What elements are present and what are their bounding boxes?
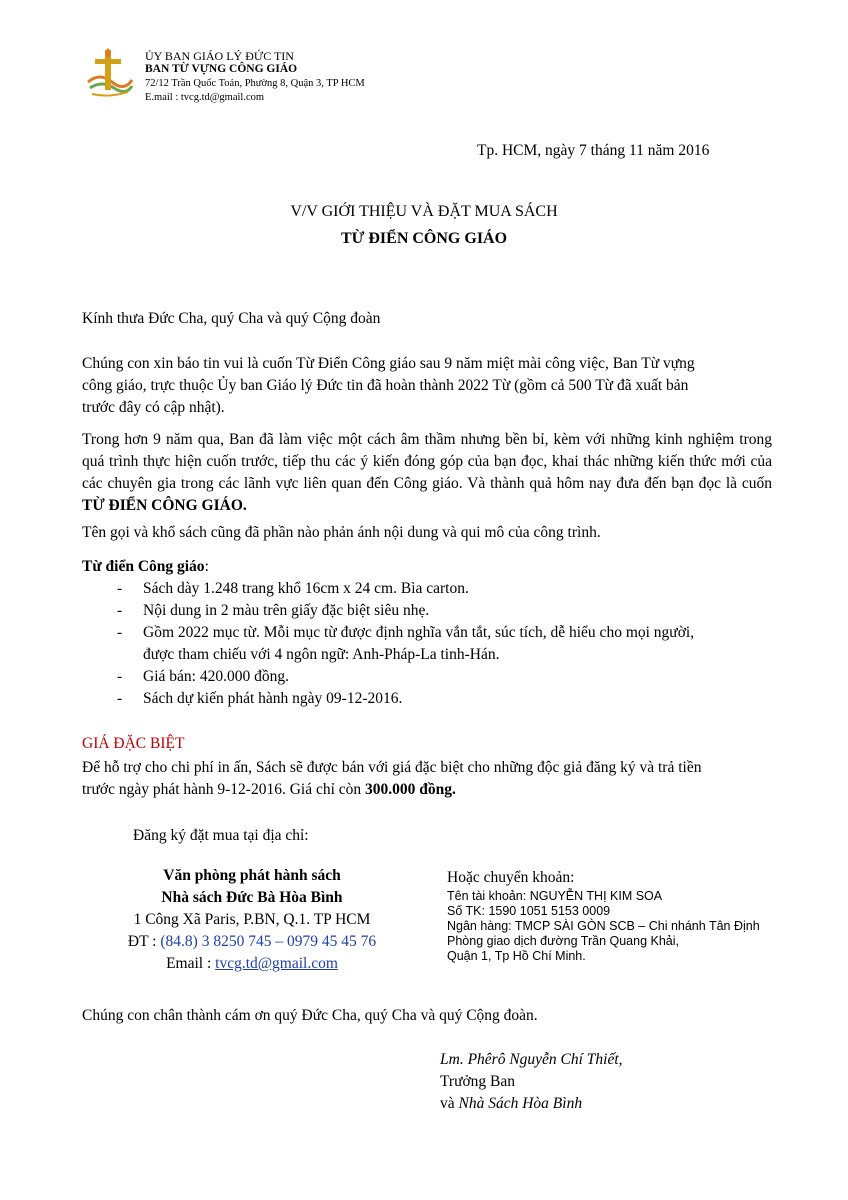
email-link[interactable]: tvcg.td@gmail.com [215,955,338,972]
paragraph-work-text: Trong hơn 9 năm qua, Ban đã làm việc một cách âm thầm nhưng bền bỉ, kèm với những kinh nghiệm trong quá trình thực hiện cuốn trước, tiếp thu các ý kiến đóng góp của bạn đọc, khai thác những kiến thức mới của các chuyên gia trong các lãnh vực liên quan đến Công giáo. Và thành quả hôm nay đưa đến bạn đọc là cuốn [82,431,772,492]
list-item-text: Sách dày 1.248 trang khổ 16cm x 24 cm. Bìa carton. [143,580,469,597]
email-label: Email : [166,955,212,972]
signatory-and [440,1093,582,1115]
special-price-amount: 300.000 đồng. [365,781,456,798]
bullet-dash: - [117,668,123,685]
special-price-heading: GIÁ ĐẶC BIỆT [82,735,185,752]
paragraph-special-price [82,757,772,801]
org-email: E.mail : tvcg.td@gmail.com [145,92,265,103]
dictionary-heading-colon: : [204,558,209,575]
bank-transfer-heading: Hoặc chuyển khoản: [447,869,575,886]
office-name: Văn phòng phát hành sách [163,867,341,884]
bank-account-name: Tên tài khoản: NGUYỄN THỊ KIM SOA [447,889,663,903]
date-line: Tp. HCM, ngày 7 tháng 11 năm 2016 [477,142,710,159]
paragraph-intro-line: Chúng con xin báo tin vui là cuốn Từ Điển Công giáo sau 9 năm miệt mài công việc, Ban Từ vựng [82,355,695,372]
office-phone [90,931,414,953]
special-price-line [82,779,772,801]
thanks-line: Chúng con chân thành cám ơn quý Đức Cha, quý Cha và quý Cộng đoàn. [82,1007,538,1024]
signatory-and-prefix: và [440,1095,459,1112]
bullet-dash: - [117,690,123,707]
register-line: Đăng ký đặt mua tại địa chỉ: [133,827,309,844]
org-name-committee: ỦY BAN GIÁO LÝ ĐỨC TIN [145,49,294,63]
bullet-dash: - [117,580,123,597]
dictionary-heading [82,556,772,578]
letter-title: TỪ ĐIỂN CÔNG GIÁO [340,230,508,247]
office-email [90,953,414,975]
paragraph-intro-line: trước đây có cập nhật). [82,399,225,416]
office-address: 1 Công Xã Paris, P.BN, Q.1. TP HCM [133,911,371,928]
bank-district: Quận 1, Tp Hồ Chí Minh. [447,949,586,963]
list-item-text: Giá bán: 420.000 đồng. [143,668,289,685]
bookstore-name: Nhà sách Đức Bà Hòa Bình [161,889,343,906]
list-item-text: Gồm 2022 mục từ. Mỗi mục từ được định nghĩa vắn tắt, súc tích, dễ hiểu cho mọi người, [143,624,695,641]
paragraph-intro-line: công giáo, trực thuộc Ủy ban Giáo lý Đức tin đã hoàn thành 2022 Từ (gồm cả 500 Từ đã xuất bản [82,377,689,394]
signatory-bookstore: Nhà Sách Hòa Bình [458,1095,583,1112]
organization-logo [84,46,134,98]
org-address: 72/12 Trần Quốc Toản, Phường 8, Quận 3, TP HCM [145,78,365,89]
special-price-text: trước ngày phát hành 9-12-2016. Giá chỉ còn [82,781,366,798]
letter-subject: V/V GIỚI THIỆU VÀ ĐẶT MUA SÁCH [290,203,558,220]
bank-name: Ngân hàng: TMCP SÀI GÒN SCB – Chi nhánh Tân Định [447,919,760,933]
special-price-line: Để hỗ trợ cho chi phí in ấn, Sách sẽ được bán với giá đặc biệt cho những độc giả đăng ký và trả tiền [82,759,702,776]
list-item [117,622,694,644]
list-item-text: Nội dung in 2 màu trên giấy đặc biệt siêu nhẹ. [143,602,430,619]
bullet-dash: - [117,624,123,641]
org-name-board: BAN TỪ VỰNG CÔNG GIÁO [145,63,298,75]
salutation: Kính thưa Đức Cha, quý Cha và quý Cộng đoàn [82,310,381,327]
list-item-text: Sách dự kiến phát hành ngày 09-12-2016. [143,690,403,707]
dictionary-heading-label: Từ điển Công giáo [82,558,205,575]
paragraph-format: Tên gọi và khổ sách cũng đã phần nào phản ánh nội dung và qui mô của công trình. [82,524,601,541]
list-item [117,578,469,600]
list-item [117,688,402,710]
list-item-continuation: được tham chiếu với 4 ngôn ngữ: Anh-Pháp-La tinh-Hán. [143,646,500,663]
signatory-role: Trưởng Ban [440,1073,516,1090]
bullet-dash: - [117,602,123,619]
list-item [117,600,429,622]
logo-base [92,92,128,96]
phone-label: ĐT : [127,933,157,950]
dictionary-name-bold: TỪ ĐIỂN CÔNG GIÁO. [82,497,247,514]
list-item [117,666,289,688]
phone-number[interactable]: (84.8) 3 8250 745 – 0979 45 45 76 [160,933,377,950]
bank-branch: Phòng giao dịch đường Trần Quang Khải, [447,934,680,948]
logo-cross-horizontal [95,59,121,64]
signatory-name: Lm. Phêrô Nguyễn Chí Thiết, [440,1051,623,1068]
bank-account-number: Số TK: 1590 1051 5153 0009 [447,904,611,918]
paragraph-intro [82,353,772,419]
paragraph-work [82,429,772,517]
